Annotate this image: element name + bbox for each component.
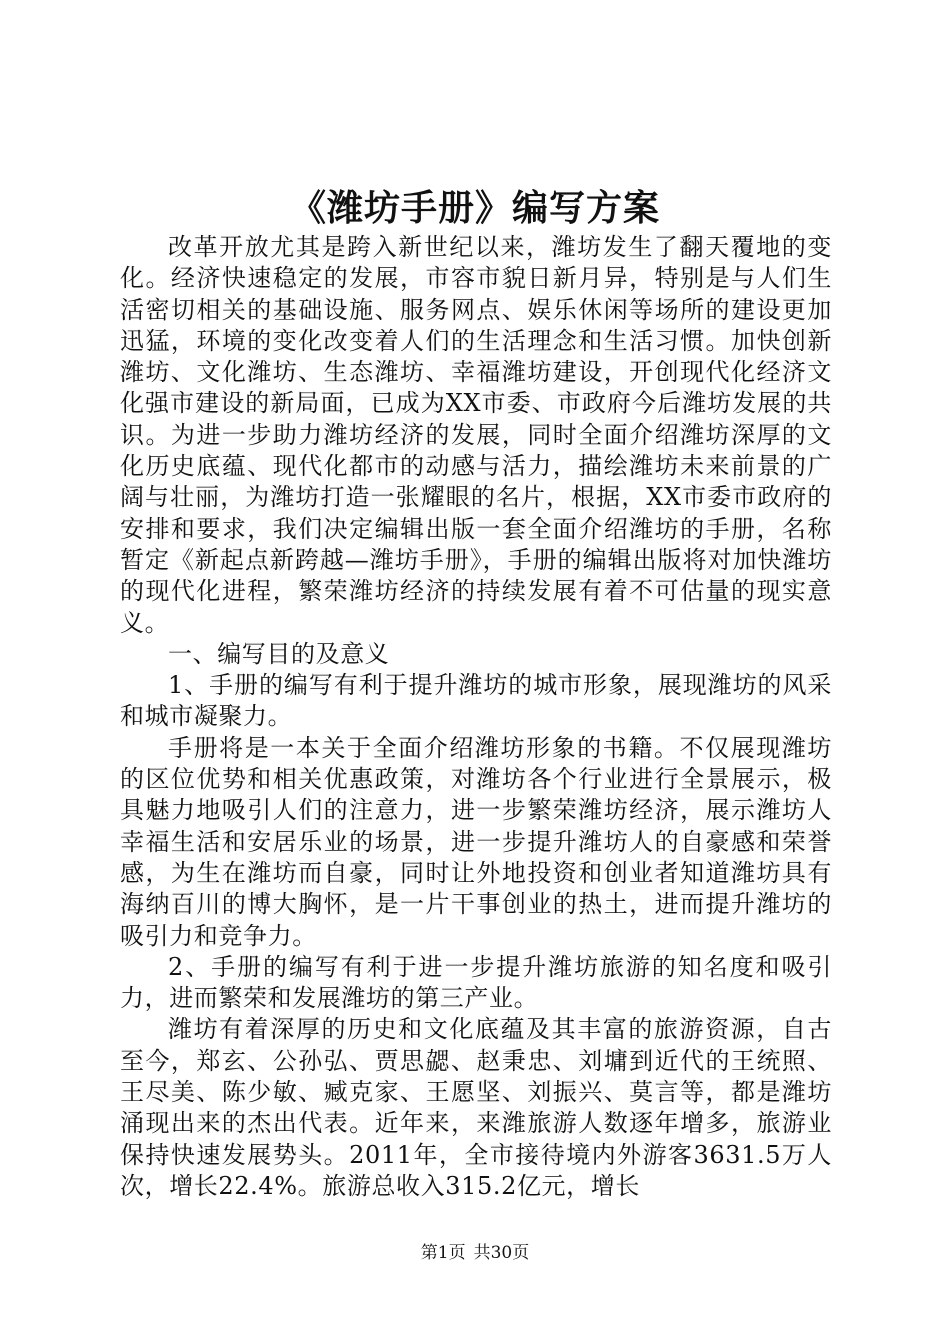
page-number: 第1页 xyxy=(420,1243,466,1263)
section-heading-purpose: 一、编写目的及意义 xyxy=(168,639,390,668)
paragraph-point-2-detail: 潍坊有着深厚的历史和文化底蕴及其丰富的旅游资源，自古至今，郑玄、公孙弘、贾思勰、赵秉忠、刘墉到近代的王统照、王尽美、陈少敏、臧克家、王愿坚、刘振兴、莫言等，都是潍坊涌现出来的杰出代表。近年来，来潍旅游人数逐年增多，旅游业保持快速发展势头。2011年，全市接待境内外游客3631.5万人次，增长22.4%。旅游总收入315.2亿元，增长 xyxy=(120,1015,832,1200)
document-title: 《潍坊手册》编写方案 xyxy=(289,187,660,229)
document-body xyxy=(120,232,832,1202)
paragraph-point-1-detail: 手册将是一本关于全面介绍潍坊形象的书籍。不仅展现潍坊的区位优势和相关优惠政策，对潍坊各个行业进行全景展示，极具魅力地吸引人们的注意力，进一步繁荣潍坊经济，展示潍坊人幸福生活和安居乐业的场景，进一步提升潍坊人的自豪感和荣誉感，为生在潍坊而自豪，同时让外地投资和创业者知道潍坊具有海纳百川的博大胸怀，是一片干事创业的热土，进而提升潍坊的吸引力和竞争力。 xyxy=(120,733,832,950)
paragraph-point-2: 2、手册的编写有利于进一步提升潍坊旅游的知名度和吸引力，进而繁荣和发展潍坊的第三产业。 xyxy=(120,952,832,1013)
page-footer xyxy=(0,1241,950,1265)
page-total: 共30页 xyxy=(473,1243,530,1263)
paragraph-point-1: 1、手册的编写有利于提升潍坊的城市形象，展现潍坊的风采和城市凝聚力。 xyxy=(120,671,832,731)
paragraph-intro: 改革开放尤其是跨入新世纪以来，潍坊发生了翻天覆地的变化。经济快速稳定的发展，市容市貌日新月异，特别是与人们生活密切相关的基础设施、服务网点、娱乐休闲等场所的建设更加迅猛，环境的变化改变着人们的生活理念和生活习惯。加快创新潍坊、文化潍坊、生态潍坊、幸福潍坊建设，开创现代化经济文化强市建设的新局面，已成为XX市委、市政府今后潍坊发展的共识。为进一步助力潍坊经济的发展，同时全面介绍潍坊深厚的文化历史底蕴、现代化都市的动感与活力，描绘潍坊未来前景的广阔与壮丽，为潍坊打造一张耀眼的名片，根据，XX市委市政府的安排和要求，我们决定编辑出版一套全面介绍潍坊的手册，名称暂定《新起点新跨越—潍坊手册》，手册的编辑出版将对加快潍坊的现代化进程，繁荣潍坊经济的持续发展有着不可估量的现实意义。 xyxy=(120,233,832,637)
